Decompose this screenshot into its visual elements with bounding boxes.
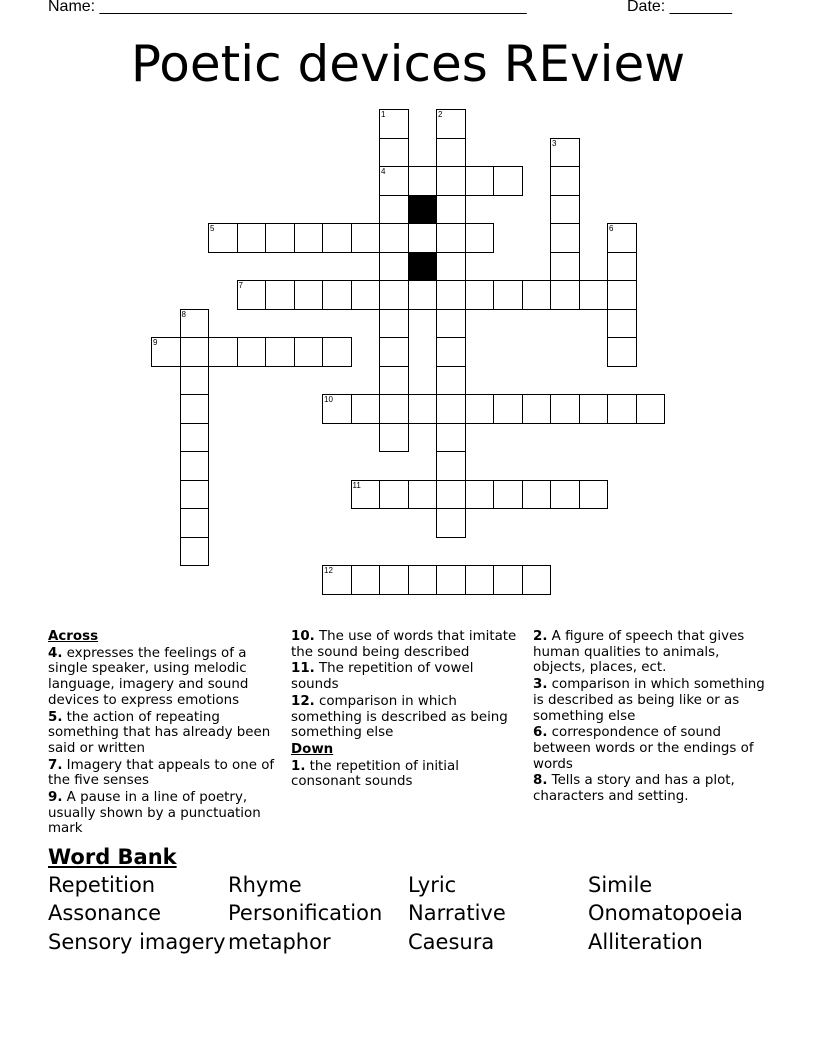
grid-cell[interactable] [379, 138, 409, 168]
clue-number: 4. [48, 645, 63, 661]
word-bank-entry: Narrative [408, 901, 506, 925]
grid-cell[interactable] [607, 394, 637, 424]
clue [48, 790, 280, 837]
black-cell [408, 252, 438, 282]
grid-cell[interactable] [636, 394, 666, 424]
grid-cell[interactable] [436, 309, 466, 339]
grid-cell[interactable] [493, 394, 523, 424]
clue-number: 8. [533, 773, 548, 789]
word-bank-entry: Repetition [48, 873, 156, 897]
grid-cell[interactable] [408, 166, 438, 196]
clue-text: expresses the feelings of a single speaker, using melodic language, imagery and sound devices to express emotions [48, 645, 249, 708]
grid-cell[interactable] [322, 223, 352, 253]
grid-cell[interactable] [379, 337, 409, 367]
grid-cell[interactable] [237, 223, 267, 253]
grid-cell[interactable] [465, 480, 495, 510]
grid-cell[interactable] [294, 223, 324, 253]
clue-number: 3. [533, 677, 548, 693]
clue-number: 2. [533, 629, 548, 644]
grid-cell[interactable] [493, 166, 523, 196]
clue [291, 661, 523, 692]
grid-cell[interactable] [522, 280, 552, 310]
grid-cell[interactable] [237, 337, 267, 367]
word-bank-entry: Alliteration [588, 930, 703, 954]
grid-cell[interactable] [436, 252, 466, 282]
clue-text: comparison in which something is described as being like or as something else [533, 677, 765, 724]
grid-cell[interactable] [465, 565, 495, 595]
grid-cell[interactable] [379, 309, 409, 339]
word-bank-entry: Lyric [408, 873, 457, 897]
clue-number: 11 [352, 480, 361, 490]
grid-cell[interactable] [408, 280, 438, 310]
grid-cell[interactable] [408, 394, 438, 424]
grid-cell[interactable] [550, 480, 580, 510]
grid-cell[interactable] [265, 280, 295, 310]
clue-number: 6 [609, 224, 614, 233]
word-bank-entry: Caesura [408, 930, 495, 954]
grid-cell[interactable] [379, 423, 409, 453]
grid-cell[interactable] [465, 166, 495, 196]
grid-cell[interactable] [180, 508, 210, 538]
grid-cell[interactable] [180, 394, 210, 424]
clue-text: The use of words that imitate the sound being described [291, 629, 517, 660]
clue-number: 10. [291, 629, 315, 644]
grid-cell[interactable] [408, 223, 438, 253]
word-bank-entry: Personification [228, 901, 383, 925]
grid-cell[interactable] [180, 366, 210, 396]
grid-cell[interactable] [436, 565, 466, 595]
grid-cell[interactable] [180, 537, 210, 567]
grid-cell[interactable] [379, 223, 409, 253]
grid-cell[interactable] [579, 394, 609, 424]
grid-cell[interactable] [379, 195, 409, 225]
clue-number: 3 [552, 138, 557, 148]
clue [48, 646, 280, 709]
grid-cell[interactable] [607, 252, 637, 282]
clue [291, 629, 523, 660]
grid-cell[interactable] [379, 252, 409, 282]
clue-text: A pause in a line of poetry, usually shown by a punctuation mark [48, 790, 261, 837]
date-field-label: Date: _______ [627, 0, 732, 15]
clue [533, 677, 767, 724]
page-title: Poetic devices REview [130, 35, 686, 93]
clues-column-1 [48, 629, 280, 838]
grid-cell[interactable] [351, 223, 381, 253]
word-bank-title: Word Bank [48, 845, 177, 869]
grid-cell[interactable] [180, 451, 210, 481]
word-bank-entry: metaphor [228, 930, 331, 954]
grid-cell[interactable] [294, 280, 324, 310]
grid-cell[interactable] [379, 394, 409, 424]
clue-number: 4 [381, 167, 386, 176]
grid-cell[interactable] [522, 480, 552, 510]
clue-number: 5. [48, 709, 63, 725]
clue-number: 1 [381, 110, 386, 119]
clue-number: 8 [181, 309, 186, 319]
grid-cell[interactable] [550, 166, 580, 196]
grid-cell[interactable] [550, 252, 580, 282]
grid-cell[interactable] [379, 366, 409, 396]
clue-text: Imagery that appeals to one of the five senses [48, 757, 275, 789]
grid-cell[interactable] [607, 309, 637, 339]
grid-cell[interactable] [436, 508, 466, 538]
grid-cell[interactable] [493, 565, 523, 595]
clue-text: the repetition of initial consonant sounds [291, 758, 459, 790]
clue-number: 12 [324, 566, 333, 575]
clue-number: 10 [324, 395, 333, 404]
clue-number: 6. [533, 725, 548, 741]
clue-text: the action of repeating something that has already been said or written [48, 709, 271, 756]
clues-column-2 [291, 629, 523, 791]
grid-cell[interactable] [379, 565, 409, 595]
clue [291, 759, 523, 790]
grid-cell[interactable] [351, 565, 381, 595]
clue-number: 5 [210, 224, 215, 233]
word-bank-entry: Simile [588, 873, 653, 897]
clue-number: 11. [291, 661, 315, 677]
grid-cell[interactable] [322, 337, 352, 367]
clue-number: 9. [48, 790, 63, 806]
clue [533, 629, 767, 676]
clue-number: 12. [291, 693, 315, 709]
grid-cell[interactable] [436, 138, 466, 168]
clue [533, 773, 767, 804]
grid-cell[interactable] [322, 280, 352, 310]
grid-cell[interactable] [550, 195, 580, 225]
clue-number: 7 [238, 281, 243, 290]
grid-cell[interactable] [379, 280, 409, 310]
grid-cell[interactable] [436, 166, 466, 196]
clue-text: Tells a story and has a plot, characters and setting. [533, 773, 735, 805]
grid-cell[interactable] [180, 423, 210, 453]
clue-number: 1. [291, 758, 306, 774]
clue [48, 758, 280, 789]
grid-cell[interactable] [550, 280, 580, 310]
grid-cell[interactable] [436, 223, 466, 253]
grid-cell[interactable] [408, 480, 438, 510]
clue [48, 710, 280, 757]
grid-cell[interactable] [522, 565, 552, 595]
grid-cell[interactable] [265, 223, 295, 253]
grid-cell[interactable] [208, 337, 238, 367]
word-bank-entry: Rhyme [228, 873, 302, 897]
grid-cell[interactable] [465, 394, 495, 424]
grid-cell[interactable] [351, 280, 381, 310]
grid-cell[interactable] [522, 394, 552, 424]
clue-text: The repetition of vowel sounds [291, 661, 474, 693]
word-bank-entry: Assonance [48, 901, 162, 925]
grid-cell[interactable] [180, 337, 210, 367]
clue-text: correspondence of sound between words or the endings of words [533, 725, 754, 772]
word-bank-entry: Onomatopoeia [588, 901, 743, 925]
grid-cell[interactable] [436, 195, 466, 225]
black-cell [408, 195, 438, 225]
grid-cell[interactable] [265, 337, 295, 367]
grid-cell[interactable] [607, 337, 637, 367]
word-bank-entry: Sensory imagery [48, 930, 226, 954]
grid-cell[interactable] [436, 337, 466, 367]
grid-cell[interactable] [465, 223, 495, 253]
clue [291, 694, 523, 741]
clue-number: 2 [438, 110, 443, 119]
grid-cell[interactable] [550, 394, 580, 424]
clues-column-3 [533, 629, 767, 806]
grid-cell[interactable] [436, 451, 466, 481]
grid-cell[interactable] [436, 394, 466, 424]
grid-cell[interactable] [607, 280, 637, 310]
grid-cell[interactable] [579, 480, 609, 510]
clue [533, 725, 767, 772]
grid-cell[interactable] [579, 280, 609, 310]
down-heading: Down [291, 741, 334, 757]
grid-cell[interactable] [379, 480, 409, 510]
grid-cell[interactable] [294, 337, 324, 367]
grid-cell[interactable] [436, 280, 466, 310]
grid-cell[interactable] [408, 565, 438, 595]
grid-cell[interactable] [493, 480, 523, 510]
name-field-label: Name: ________________________________________________ [48, 0, 527, 15]
clue-text: comparison in which something is described as being something else [291, 693, 508, 741]
grid-cell[interactable] [436, 480, 466, 510]
grid-cell[interactable] [180, 480, 210, 510]
grid-cell[interactable] [465, 280, 495, 310]
grid-cell[interactable] [436, 366, 466, 396]
grid-cell[interactable] [351, 394, 381, 424]
across-heading: Across [48, 629, 99, 644]
grid-cell[interactable] [493, 280, 523, 310]
grid-cell[interactable] [550, 223, 580, 253]
clue-number: 7. [48, 757, 63, 773]
clue-text: A figure of speech that gives human qualities to animals, objects, places, ect. [533, 629, 745, 676]
grid-cell[interactable] [436, 423, 466, 453]
clue-number: 9 [153, 338, 158, 347]
